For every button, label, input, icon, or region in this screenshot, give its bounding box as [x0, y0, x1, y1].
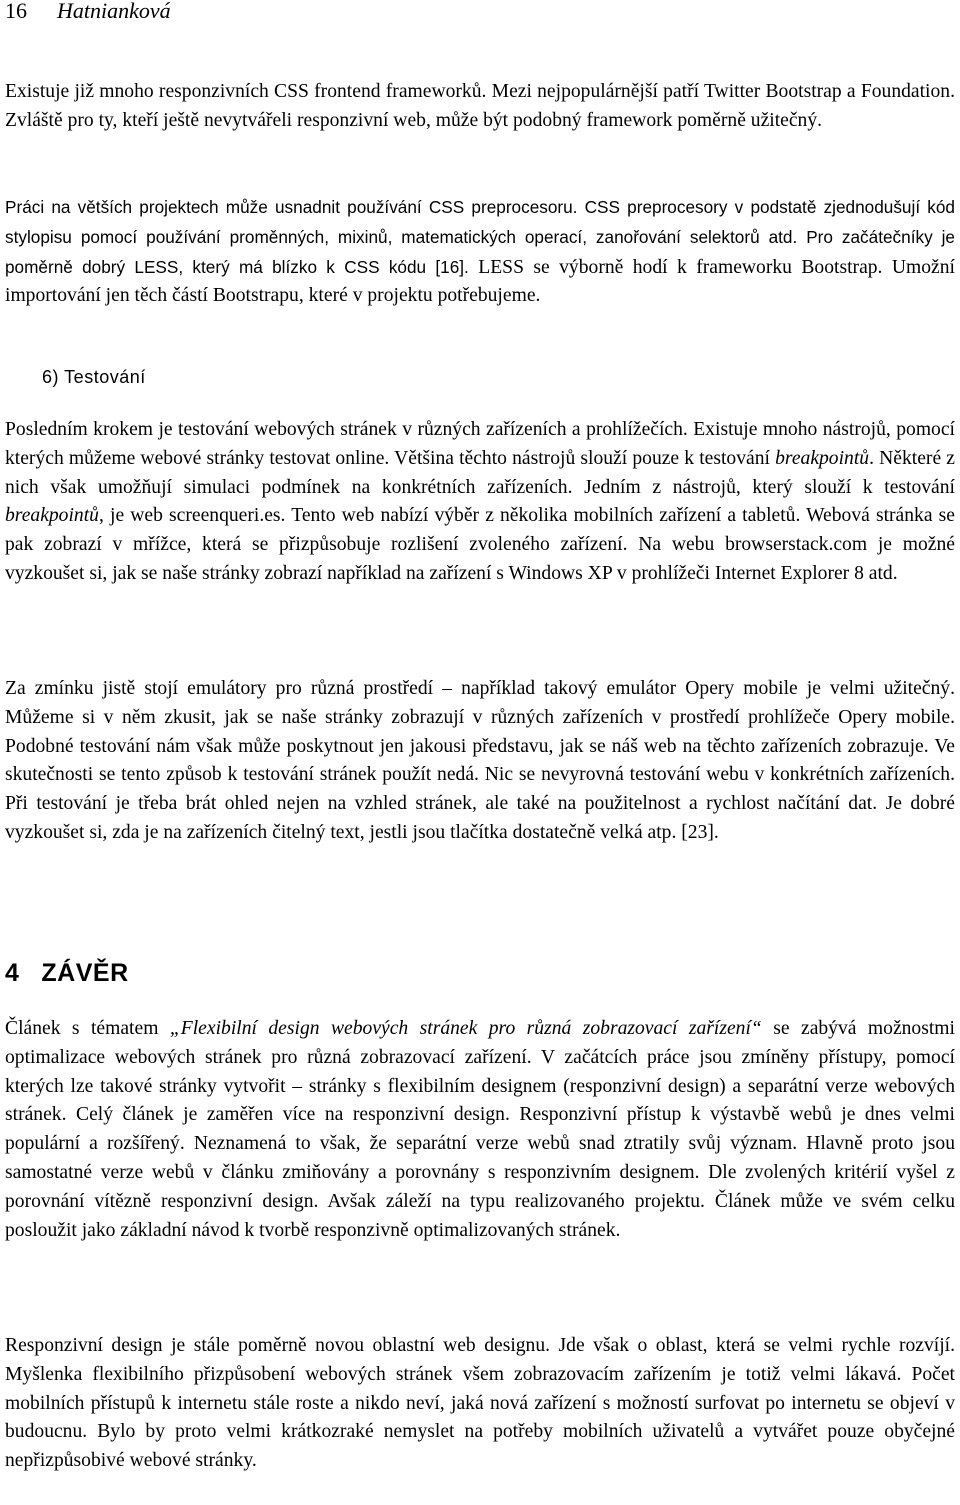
- emphasis-breakpoints-1: breakpointů: [775, 447, 870, 469]
- paragraph-preprocessors-serif-part: LESS se výborně hodí k frameworku Bootstrap. Umožní importování jen těch částí Bootstrapu, které v projektu potřebujeme.: [5, 256, 955, 307]
- page-number: 16: [5, 0, 27, 23]
- paragraph-preprocessors: [5, 193, 955, 311]
- running-header: [5, 0, 171, 26]
- article-title-emphasis: „Flexibilní design webových stránek pro různá zobrazovací zařízení“: [169, 1018, 762, 1039]
- chapter-heading: [5, 953, 129, 993]
- paragraph-testing-part-b: . Některé z nich však umožňují simulaci podmínek na konkrétních zařízeních. Jedním z nástrojů, který slouží k testování: [5, 447, 955, 498]
- paragraph-testing-part-c: , je web screenqueri.es. Tento web nabízí výběr z několika mobilních zařízení a tabletů. Webová stránka se pak zobrazí v mřížce, která se přizpůsobuje rozlišení zvoleného zařízení. Na webu browserstack.com je možné vyzkoušet si, jak se naše stránky zobrazí například na zařízení s Windows XP v prohlížeči Internet Explorer 8 atd.: [5, 505, 955, 584]
- paragraph-conclusion-intro: Článek s tématem: [5, 1018, 170, 1039]
- paragraph-frameworks: Existuje již mnoho responzivních CSS frontend frameworků. Mezi nejpopulárnější patří Twitter Bootstrap a Foundation. Zvláště pro ty, kteří ještě nevytvářeli responzivní web, může být podobný framework poměrně užitečný.: [5, 81, 955, 131]
- subheading-testing: 6) Testování: [42, 367, 146, 387]
- paragraph-outlook: Responzivní design je stále poměrně novou oblastní web designu. Jde však o oblast, která se velmi rychle rozvíjí. Myšlenka flexibilního přizpůsobení webových stránek všem zobrazovacím zařízením je totiž velmi lákavá. Počet mobilních přístupů k internetu stále roste a nikdo neví, jaká nová zařízení s možností surfovat po internetu se objeví v budoucnu. Bylo by proto velmi krátkozraké nemyslet na potřeby mobilních uživatelů a vytvářet pouze obyčejné nepřizpůsobivé webové stránky.: [5, 1335, 955, 1472]
- chapter-title: ZÁVĚR: [41, 959, 129, 987]
- paragraph-testing-part-a: Posledním krokem je testování webových stránek v různých zařízeních a prohlížečích. Existuje mnoho nástrojů, pomocí kterých můžeme webové stránky testovat online. Většina těchto nástrojů slouží pouze k testování: [5, 419, 955, 469]
- paragraph-emulators: Za zmínku jistě stojí emulátory pro různá prostředí – například takový emulátor Opery mobile je velmi užitečný. Můžeme si v něm zkusit, jak se naše stránky zobrazují v různých zařízeních v prostředí prohlížeče Opery mobile. Podobné testování nám však může poskytnout jen jakousi představu, jak se náš web na těchto zařízeních zobrazuje. Ve skutečnosti se tento způsob k testování stránek použít nedá. Nic se nevyrovná testování webu v konkrétních zařízeních. Při testování je třeba brát ohled nejen na vzhled stránek, ale také na použitelnost a rychlost načítání dat. Je dobré vyzkoušet si, zda je na zařízeních čitelný text, jestli jsou tlačítka dostatečně velká atp. [23].: [5, 678, 955, 843]
- chapter-number: 4: [5, 959, 20, 987]
- paragraph-conclusion: [5, 1015, 955, 1245]
- running-header-author: Hatnianková: [57, 0, 171, 23]
- paragraph-testing: [5, 416, 955, 589]
- paragraph-preprocessors-sans-part: Práci na větších projektech může usnadnit používání CSS preprocesoru. CSS preprocesory v podstatě zjednodušují kód stylopisu pomocí používání proměnných, mixinů, matematických operací, zanořování selektorů atd. Pro začátečníky je poměrně dobrý LESS, který má blízko k CSS kódu [16].: [5, 197, 955, 277]
- emphasis-breakpoints-2: breakpointů: [5, 505, 99, 527]
- paragraph-conclusion-body: se zabývá možnostmi optimalizace webových stránek pro různá zobrazovací zařízení. V začátcích práce jsou zmíněny přístupy, pomocí kterých lze takové stránky vytvořit – stránky s flexibilním designem (responzivní design) a separátní verze webových stránek. Celý článek je zaměřen více na responzivní design. Responzivní přístup k výstavbě webů je dnes velmi populární a rozšířený. Neznamená to však, že separátní verze webů snad ztratily svůj význam. Hlavně proto jsou samostatné verze webů v článku zmiňovány a porovnány s responzivním designem. Dle zvolených kritérií vyšel z porovnání vítězně responzivní design. Avšak záleží na typu realizovaného projektu. Článek může ve svém celku posloužit jako základní návod k tvorbě responzivně optimalizovaných stránek.: [5, 1018, 955, 1241]
